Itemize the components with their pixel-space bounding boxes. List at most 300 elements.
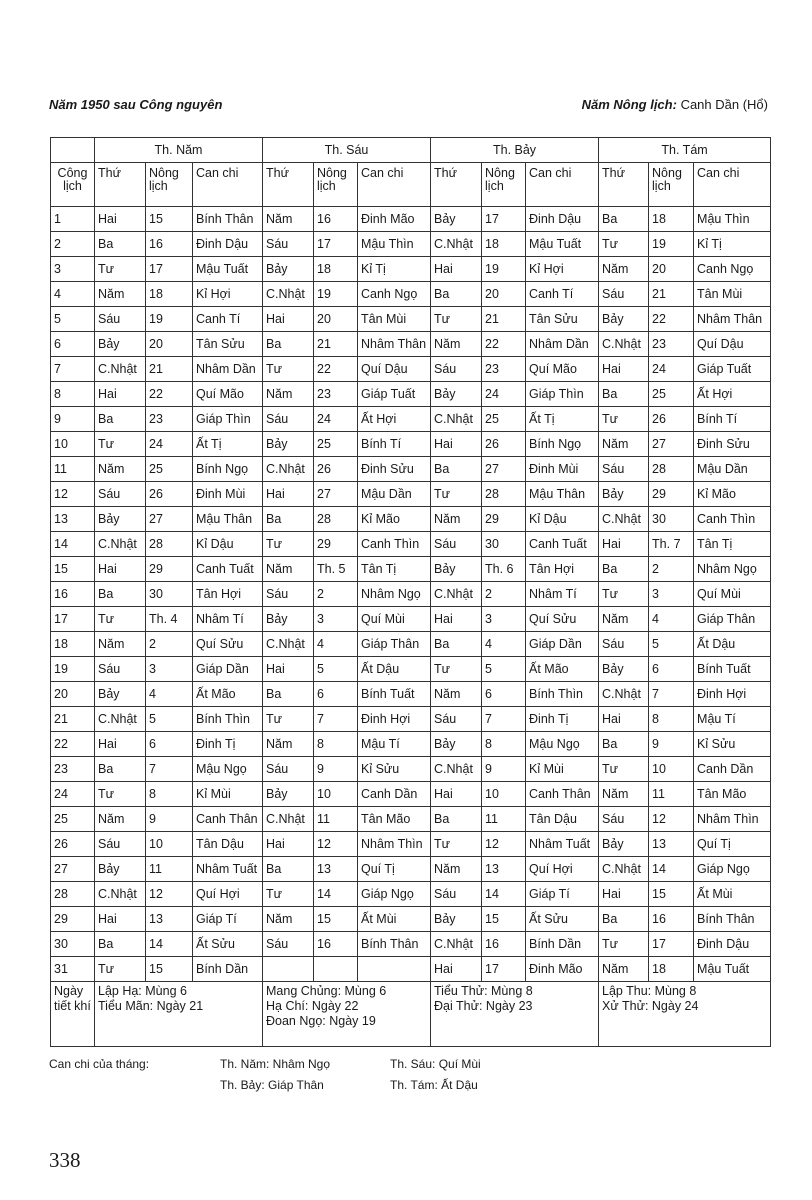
cell-weekday: Sáu	[95, 482, 146, 507]
cell-lunar-day: 3	[482, 607, 526, 632]
cell-lunar-day: 15	[314, 907, 358, 932]
cell-lunar-day: 2	[482, 582, 526, 607]
cell-lunar-day: 29	[482, 507, 526, 532]
cell-weekday: Năm	[95, 632, 146, 657]
cell-weekday: Hai	[263, 657, 314, 682]
cell-weekday: Sáu	[599, 632, 649, 657]
cell-can-chi: Nhâm Tuất	[193, 857, 263, 882]
cell-lunar-day: 22	[649, 307, 694, 332]
cell-weekday: Sáu	[431, 882, 482, 907]
cell-lunar-day: 21	[649, 282, 694, 307]
cell-lunar-day: 8	[146, 782, 193, 807]
cell-lunar-day: 26	[146, 482, 193, 507]
cell-lunar-day: 28	[146, 532, 193, 557]
cell-can-chi: Tân Mão	[358, 807, 431, 832]
cell-can-chi: Nhâm Thân	[694, 307, 771, 332]
cell-lunar-day: 4	[649, 607, 694, 632]
cell-weekday: C.Nhật	[599, 332, 649, 357]
cell-lunar-day: 19	[649, 232, 694, 257]
cell-weekday: Tư	[263, 532, 314, 557]
table-row	[51, 282, 771, 307]
cell-can-chi: Đinh Mùi	[526, 457, 599, 482]
cell-lunar-day: 16	[146, 232, 193, 257]
cell-can-chi: Giáp Thân	[358, 632, 431, 657]
cell-lunar-day: 15	[482, 907, 526, 932]
tiet-khi-label: Ngày tiết khí	[51, 982, 95, 1047]
cell-can-chi: Đinh Dậu	[526, 207, 599, 232]
cell-lunar-day: Th. 4	[146, 607, 193, 632]
cell-can-chi: Bính Dần	[526, 932, 599, 957]
tiet-khi-entry: Tiểu Thử: Mùng 8	[434, 984, 533, 998]
cell-lunar-day: 26	[649, 407, 694, 432]
cell-weekday: Sáu	[95, 832, 146, 857]
page-header-lunar-year	[582, 97, 768, 112]
table-row	[51, 232, 771, 257]
cell-solar-day: 17	[51, 607, 95, 632]
cell-can-chi: Kỉ Hợi	[526, 257, 599, 282]
table-row	[51, 732, 771, 757]
tiet-khi-month-5	[95, 982, 263, 1047]
cell-can-chi: Canh Dần	[358, 782, 431, 807]
cell-lunar-day: 26	[314, 457, 358, 482]
sub-header-can-chi: Can chi	[193, 163, 263, 207]
cell-solar-day: 19	[51, 657, 95, 682]
cell-weekday: Hai	[431, 432, 482, 457]
cell-lunar-day: 25	[482, 407, 526, 432]
cell-weekday: Sáu	[263, 407, 314, 432]
cell-weekday: Bảy	[263, 607, 314, 632]
cell-can-chi: Kỉ Tị	[694, 232, 771, 257]
tiet-khi-entry: Lập Hạ: Mùng 6	[98, 984, 187, 998]
cell-solar-day: 11	[51, 457, 95, 482]
cell-lunar-day: 8	[649, 707, 694, 732]
month-header-6: Th. Sáu	[263, 138, 431, 163]
sub-header-lunar-day: Nông lịch	[146, 163, 193, 207]
cell-weekday: Năm	[599, 432, 649, 457]
cell-weekday: Bảy	[263, 432, 314, 457]
cell-weekday: Bảy	[431, 732, 482, 757]
cell-lunar-day: 10	[649, 757, 694, 782]
cell-weekday: C.Nhật	[431, 232, 482, 257]
calendar-table	[50, 137, 771, 1047]
cell-weekday: Năm	[431, 682, 482, 707]
cell-weekday: Hai	[95, 207, 146, 232]
cell-can-chi: Canh Tí	[526, 282, 599, 307]
cell-can-chi: Quí Dậu	[694, 332, 771, 357]
cell-weekday: Tư	[599, 232, 649, 257]
cell-can-chi: Đinh Sửu	[358, 457, 431, 482]
cell-lunar-day	[314, 957, 358, 982]
sub-header-lunar-day: Nông lịch	[649, 163, 694, 207]
cell-solar-day: 9	[51, 407, 95, 432]
cell-lunar-day: Th. 6	[482, 557, 526, 582]
cell-lunar-day: 13	[482, 857, 526, 882]
table-row	[51, 832, 771, 857]
cell-can-chi: Giáp Thìn	[526, 382, 599, 407]
cell-weekday: Hai	[431, 782, 482, 807]
cell-weekday: Hai	[599, 882, 649, 907]
table-row	[51, 707, 771, 732]
cell-can-chi: Ất Hợi	[694, 382, 771, 407]
cell-can-chi: Đinh Tị	[526, 707, 599, 732]
cell-lunar-day: 16	[649, 907, 694, 932]
cell-solar-day: 22	[51, 732, 95, 757]
cell-can-chi: Nhâm Dần	[526, 332, 599, 357]
cell-can-chi: Nhâm Thân	[358, 332, 431, 357]
table-row	[51, 882, 771, 907]
cell-weekday: Sáu	[431, 532, 482, 557]
cell-weekday: Ba	[95, 232, 146, 257]
cell-weekday: Năm	[431, 507, 482, 532]
cell-can-chi: Kỉ Sửu	[694, 732, 771, 757]
cell-lunar-day: 20	[649, 257, 694, 282]
cell-weekday: C.Nhật	[95, 357, 146, 382]
cell-can-chi: Giáp Thìn	[193, 407, 263, 432]
cell-can-chi: Canh Thìn	[358, 532, 431, 557]
cell-weekday: Ba	[431, 632, 482, 657]
cell-can-chi: Tân Sửu	[526, 307, 599, 332]
cell-weekday: Tư	[599, 932, 649, 957]
tiet-khi-month-6	[263, 982, 431, 1047]
cell-can-chi: Tân Dậu	[526, 807, 599, 832]
cell-solar-day: 7	[51, 357, 95, 382]
cell-lunar-day: 8	[314, 732, 358, 757]
cell-weekday: C.Nhật	[431, 407, 482, 432]
cell-can-chi: Mậu Tuất	[193, 257, 263, 282]
cell-weekday: Năm	[599, 257, 649, 282]
cell-can-chi: Nhâm Tuất	[526, 832, 599, 857]
cell-lunar-day: 16	[482, 932, 526, 957]
sub-header-weekday: Thứ	[95, 163, 146, 207]
cell-lunar-day: 12	[146, 882, 193, 907]
cell-lunar-day: 29	[146, 557, 193, 582]
cell-lunar-day: 23	[482, 357, 526, 382]
cell-can-chi: Quí Mão	[193, 382, 263, 407]
cell-lunar-day: 23	[649, 332, 694, 357]
cell-solar-day: 12	[51, 482, 95, 507]
cell-lunar-day: 29	[314, 532, 358, 557]
cell-can-chi: Giáp Tí	[193, 907, 263, 932]
tiet-khi-entry: Tiểu Mãn: Ngày 21	[98, 999, 204, 1013]
sub-header-row	[51, 163, 771, 207]
cell-solar-day: 21	[51, 707, 95, 732]
cell-solar-day: 26	[51, 832, 95, 857]
cell-weekday: Năm	[263, 207, 314, 232]
cell-weekday: Ba	[599, 732, 649, 757]
cell-weekday: C.Nhật	[599, 857, 649, 882]
cell-weekday: Tư	[431, 657, 482, 682]
cell-lunar-day: 15	[146, 957, 193, 982]
cell-weekday: Ba	[431, 457, 482, 482]
tiet-khi-month-8	[599, 982, 771, 1047]
cell-weekday: Bảy	[431, 382, 482, 407]
cell-can-chi: Mậu Dần	[358, 482, 431, 507]
cell-can-chi: Kỉ Dậu	[526, 507, 599, 532]
cell-can-chi: Canh Ngọ	[694, 257, 771, 282]
cell-can-chi: Quí Mão	[526, 357, 599, 382]
cell-weekday: Bảy	[95, 857, 146, 882]
cell-can-chi: Bính Thân	[694, 907, 771, 932]
cell-can-chi: Ất Mão	[193, 682, 263, 707]
cell-solar-day: 23	[51, 757, 95, 782]
cell-lunar-day: 21	[146, 357, 193, 382]
cell-solar-day: 24	[51, 782, 95, 807]
cell-weekday: Sáu	[599, 282, 649, 307]
cell-weekday: Tư	[431, 482, 482, 507]
cell-lunar-day: 20	[482, 282, 526, 307]
sub-header-lunar-day: Nông lịch	[482, 163, 526, 207]
cell-can-chi: Quí Hợi	[526, 857, 599, 882]
cell-lunar-day: 27	[314, 482, 358, 507]
cell-lunar-day: 5	[314, 657, 358, 682]
cell-can-chi: Mậu Tuất	[526, 232, 599, 257]
cell-can-chi: Đinh Hợi	[694, 682, 771, 707]
cell-weekday: Tư	[263, 707, 314, 732]
cell-can-chi: Giáp Tí	[526, 882, 599, 907]
cell-lunar-day: 24	[146, 432, 193, 457]
cell-can-chi: Tân Mùi	[358, 307, 431, 332]
cell-can-chi: Mậu Dần	[694, 457, 771, 482]
cell-can-chi: Tân Mão	[694, 782, 771, 807]
table-row	[51, 432, 771, 457]
tiet-khi-entry: Mang Chủng: Mùng 6	[266, 984, 387, 998]
cell-lunar-day: 6	[146, 732, 193, 757]
cell-weekday: C.Nhật	[95, 707, 146, 732]
table-row	[51, 657, 771, 682]
cell-can-chi: Tân Tị	[358, 557, 431, 582]
cell-weekday: Ba	[599, 207, 649, 232]
cell-can-chi: Giáp Tuất	[358, 382, 431, 407]
cell-lunar-day: 11	[314, 807, 358, 832]
cell-weekday: Năm	[431, 332, 482, 357]
cell-can-chi: Bính Ngọ	[526, 432, 599, 457]
corner-label: Công lịch	[51, 163, 95, 207]
cell-weekday: Bảy	[599, 307, 649, 332]
cell-lunar-day: 10	[146, 832, 193, 857]
cell-can-chi: Giáp Dần	[526, 632, 599, 657]
table-row	[51, 782, 771, 807]
cell-lunar-day: 4	[482, 632, 526, 657]
cell-lunar-day: 9	[146, 807, 193, 832]
cell-lunar-day: 24	[314, 407, 358, 432]
cell-lunar-day: 28	[482, 482, 526, 507]
cell-lunar-day: 5	[649, 632, 694, 657]
cell-can-chi: Đinh Mão	[526, 957, 599, 982]
cell-lunar-day: 22	[314, 357, 358, 382]
cell-lunar-day: 6	[314, 682, 358, 707]
cell-can-chi: Bính Tuất	[358, 682, 431, 707]
cell-lunar-day: 25	[649, 382, 694, 407]
sub-header-weekday: Thứ	[599, 163, 649, 207]
month-can-chi-item: Th. Năm: Nhâm Ngọ	[220, 1057, 331, 1071]
cell-weekday: Ba	[263, 857, 314, 882]
cell-weekday: Sáu	[599, 807, 649, 832]
table-row	[51, 857, 771, 882]
cell-weekday: C.Nhật	[431, 582, 482, 607]
cell-can-chi	[358, 957, 431, 982]
cell-solar-day: 31	[51, 957, 95, 982]
sub-header-weekday: Thứ	[263, 163, 314, 207]
cell-lunar-day: 20	[314, 307, 358, 332]
cell-weekday: Tư	[599, 582, 649, 607]
cell-can-chi: Canh Ngọ	[358, 282, 431, 307]
cell-weekday: Sáu	[263, 757, 314, 782]
cell-weekday: Ba	[431, 807, 482, 832]
cell-solar-day: 27	[51, 857, 95, 882]
cell-weekday: Năm	[263, 382, 314, 407]
cell-lunar-day: 16	[314, 932, 358, 957]
cell-weekday: Hai	[95, 557, 146, 582]
cell-lunar-day: 7	[482, 707, 526, 732]
cell-can-chi: Đinh Hợi	[358, 707, 431, 732]
cell-weekday: C.Nhật	[263, 807, 314, 832]
cell-can-chi: Mậu Tuất	[694, 957, 771, 982]
cell-lunar-day: 20	[146, 332, 193, 357]
cell-can-chi: Quí Tị	[694, 832, 771, 857]
cell-can-chi: Tân Tị	[694, 532, 771, 557]
cell-weekday: Tư	[431, 832, 482, 857]
cell-lunar-day: 4	[314, 632, 358, 657]
cell-weekday: Ba	[95, 407, 146, 432]
cell-can-chi: Quí Tị	[358, 857, 431, 882]
cell-weekday: Bảy	[95, 682, 146, 707]
cell-lunar-day: 27	[146, 507, 193, 532]
cell-weekday: Bảy	[431, 557, 482, 582]
cell-weekday: Tư	[95, 257, 146, 282]
cell-weekday: Sáu	[599, 457, 649, 482]
cell-weekday: Ba	[263, 507, 314, 532]
cell-can-chi: Mậu Thìn	[358, 232, 431, 257]
cell-can-chi: Mậu Thân	[193, 507, 263, 532]
cell-can-chi: Canh Dần	[694, 757, 771, 782]
cell-can-chi: Nhâm Ngọ	[358, 582, 431, 607]
cell-can-chi: Ất Mùi	[694, 882, 771, 907]
cell-can-chi: Đinh Sửu	[694, 432, 771, 457]
cell-solar-day: 2	[51, 232, 95, 257]
cell-can-chi: Ất Tị	[193, 432, 263, 457]
cell-weekday: Ba	[95, 582, 146, 607]
table-row	[51, 607, 771, 632]
lunar-year-label: Năm Nông lịch:	[581, 97, 677, 112]
cell-solar-day: 25	[51, 807, 95, 832]
cell-weekday: Năm	[95, 457, 146, 482]
table-row	[51, 357, 771, 382]
cell-can-chi: Nhâm Tí	[193, 607, 263, 632]
cell-can-chi: Ất Dậu	[358, 657, 431, 682]
cell-lunar-day: 30	[649, 507, 694, 532]
cell-can-chi: Bính Thân	[193, 207, 263, 232]
cell-lunar-day: 18	[314, 257, 358, 282]
cell-can-chi: Nhâm Thìn	[694, 807, 771, 832]
cell-lunar-day: 21	[482, 307, 526, 332]
cell-lunar-day: 10	[482, 782, 526, 807]
cell-lunar-day: 23	[314, 382, 358, 407]
cell-lunar-day: 29	[649, 482, 694, 507]
cell-weekday: Ba	[599, 557, 649, 582]
cell-lunar-day: 25	[314, 432, 358, 457]
cell-weekday: C.Nhật	[263, 632, 314, 657]
cell-solar-day: 13	[51, 507, 95, 532]
cell-solar-day: 6	[51, 332, 95, 357]
cell-can-chi: Đinh Dậu	[694, 932, 771, 957]
calendar-body	[51, 207, 771, 982]
cell-lunar-day: 23	[146, 407, 193, 432]
cell-can-chi: Đinh Dậu	[193, 232, 263, 257]
cell-can-chi: Ất Sửu	[526, 907, 599, 932]
cell-can-chi: Nhâm Ngọ	[694, 557, 771, 582]
cell-weekday: C.Nhật	[431, 757, 482, 782]
table-row	[51, 382, 771, 407]
lunar-year-value: Canh Dần (Hổ)	[680, 97, 768, 112]
cell-lunar-day: 7	[649, 682, 694, 707]
cell-solar-day: 5	[51, 307, 95, 332]
cell-can-chi: Tân Mùi	[694, 282, 771, 307]
cell-weekday: Hai	[431, 607, 482, 632]
cell-can-chi: Mậu Ngọ	[193, 757, 263, 782]
cell-weekday: Tư	[431, 307, 482, 332]
table-row	[51, 932, 771, 957]
cell-weekday: Tư	[95, 957, 146, 982]
cell-lunar-day: 11	[649, 782, 694, 807]
cell-can-chi: Ất Sửu	[193, 932, 263, 957]
cell-weekday: Tư	[95, 607, 146, 632]
cell-can-chi: Quí Mùi	[694, 582, 771, 607]
cell-solar-day: 20	[51, 682, 95, 707]
cell-can-chi: Ất Dậu	[694, 632, 771, 657]
cell-weekday: Năm	[95, 807, 146, 832]
table-row	[51, 807, 771, 832]
cell-weekday: Ba	[431, 282, 482, 307]
cell-lunar-day: 17	[649, 932, 694, 957]
cell-can-chi: Giáp Ngọ	[358, 882, 431, 907]
cell-can-chi: Bính Tí	[358, 432, 431, 457]
cell-lunar-day: 22	[482, 332, 526, 357]
cell-can-chi: Kỉ Hợi	[193, 282, 263, 307]
tiet-khi-entry: Đoan Ngọ: Ngày 19	[266, 1014, 376, 1028]
table-row	[51, 207, 771, 232]
cell-weekday: Hai	[431, 257, 482, 282]
cell-lunar-day: 4	[146, 682, 193, 707]
cell-can-chi: Tân Hợi	[526, 557, 599, 582]
cell-lunar-day: 24	[649, 357, 694, 382]
cell-solar-day: 29	[51, 907, 95, 932]
table-row	[51, 332, 771, 357]
cell-solar-day: 18	[51, 632, 95, 657]
cell-lunar-day: 18	[649, 207, 694, 232]
cell-weekday: Tư	[95, 432, 146, 457]
cell-can-chi: Bính Tí	[694, 407, 771, 432]
cell-weekday: Ba	[95, 757, 146, 782]
cell-weekday: Tư	[95, 782, 146, 807]
cell-weekday: Sáu	[431, 707, 482, 732]
cell-lunar-day: 19	[146, 307, 193, 332]
cell-can-chi: Giáp Tuất	[694, 357, 771, 382]
cell-weekday: Sáu	[95, 657, 146, 682]
sub-header-can-chi: Can chi	[694, 163, 771, 207]
table-row	[51, 457, 771, 482]
cell-lunar-day: 8	[482, 732, 526, 757]
cell-can-chi: Giáp Thân	[694, 607, 771, 632]
cell-solar-day: 16	[51, 582, 95, 607]
cell-weekday: Bảy	[95, 507, 146, 532]
cell-can-chi: Mậu Thìn	[694, 207, 771, 232]
cell-weekday: Ba	[263, 332, 314, 357]
cell-can-chi: Kỉ Mùi	[526, 757, 599, 782]
cell-can-chi: Nhâm Dần	[193, 357, 263, 382]
cell-can-chi: Bính Tuất	[694, 657, 771, 682]
cell-can-chi: Đinh Tị	[193, 732, 263, 757]
cell-lunar-day: 19	[314, 282, 358, 307]
